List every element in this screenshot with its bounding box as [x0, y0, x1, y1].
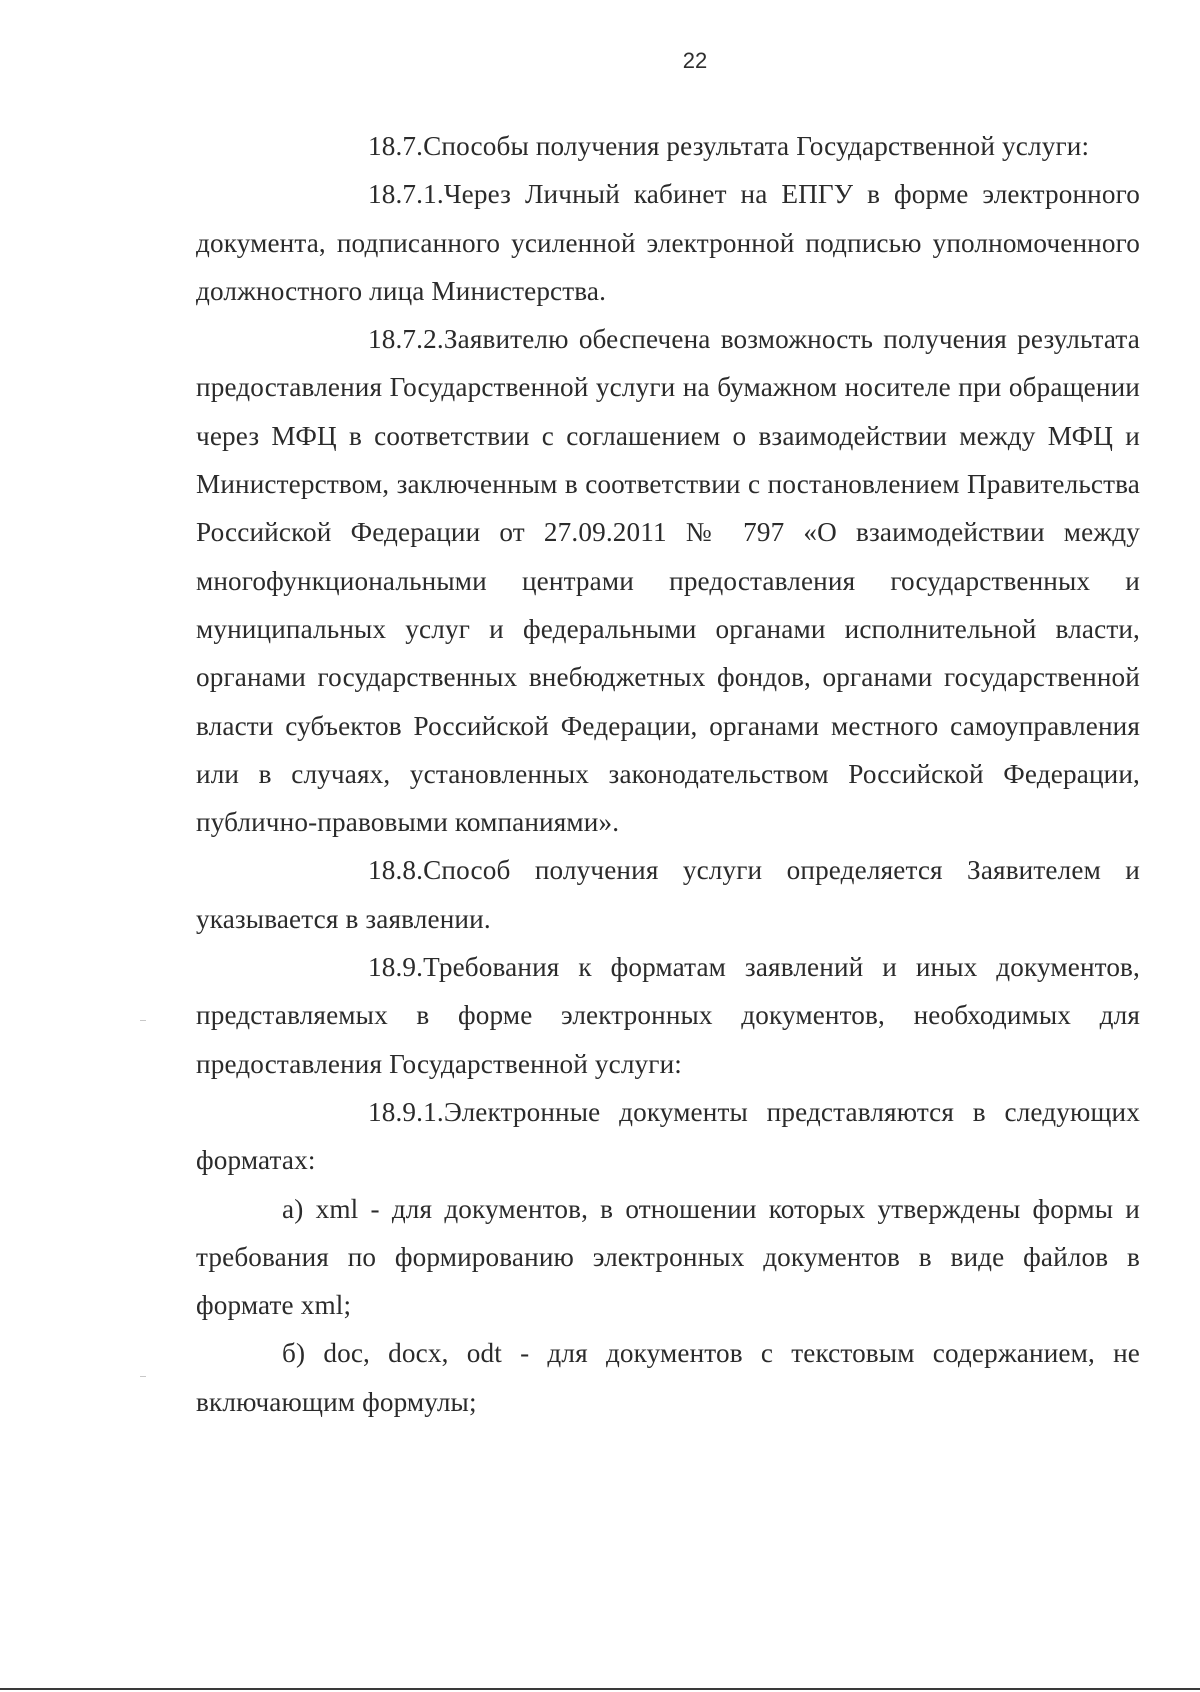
clause-text: Электронные документы представляются в следующих форматах:: [196, 1096, 1140, 1176]
scan-artifact: [140, 1020, 146, 1021]
paragraph-18-8: [196, 846, 1140, 943]
clause-text: Требования к форматам заявлений и иных документов, представляемых в форме электронных документов, необходимых для предоставления Государственной услуги:: [196, 952, 1140, 1079]
clause-text: Через Личный кабинет на ЕПГУ в форме электронного документа, подписанного усиленной электронной подписью уполномоченного должностного лица Министерства.: [196, 179, 1140, 306]
paragraph-18-9-1: [196, 1088, 1140, 1185]
clause-number: 18.7.1.: [368, 179, 444, 210]
page-bottom-edge: [0, 1688, 1200, 1690]
paragraph-18-7-1: [196, 170, 1140, 315]
clause-text: Способ получения услуги определяется Заявителем и указывается в заявлении.: [196, 855, 1140, 934]
clause-number: 18.7.2.: [368, 324, 444, 355]
list-item-text: б) doc, docx, odt - для документов с текстовым содержанием, не включающим формулы;: [196, 1338, 1140, 1417]
document-body: [196, 122, 1140, 1426]
scan-artifact: [140, 1376, 146, 1377]
list-item-b: [196, 1329, 1140, 1426]
paragraph-18-7-2: [196, 315, 1140, 846]
paragraph-18-9: [196, 943, 1140, 1088]
clause-number: 18.9.: [368, 952, 424, 983]
clause-number: 18.9.1.: [368, 1096, 444, 1127]
clause-number: 18.8.: [368, 855, 424, 886]
page-number: 22: [682, 48, 708, 73]
list-item-text: а) xml - для документов, в отношении которых утверждены формы и требования по формированию электронных документов в виде файлов в формате xml;: [196, 1193, 1140, 1321]
clause-number: 18.7.: [368, 131, 424, 161]
clause-text: Способы получения результата Государственной услуги:: [423, 131, 1090, 161]
paragraph-18-7: [196, 122, 1140, 170]
list-item-a: [196, 1185, 1140, 1330]
clause-text: Заявителю обеспечена возможность получения результата предоставления Государственной услуги на бумажном носителе при обращении через МФЦ в соответствии с соглашением о взаимодействии между МФЦ и Министерством, заключенным в соответствии с постановлением Правительства Российской Федерации от 27.09.2011 № 797 «О взаимодействии между многофункциональными центрами предоставления государственных и муниципальных услуг и федеральными органами исполнительной власти, органами государственных внебюджетных фондов, органами государственной власти субъектов Российской Федерации, органами местного самоуправления или в случаях, установленных законодательством Российской Федерации, публично-правовыми компаниями».: [196, 324, 1140, 838]
